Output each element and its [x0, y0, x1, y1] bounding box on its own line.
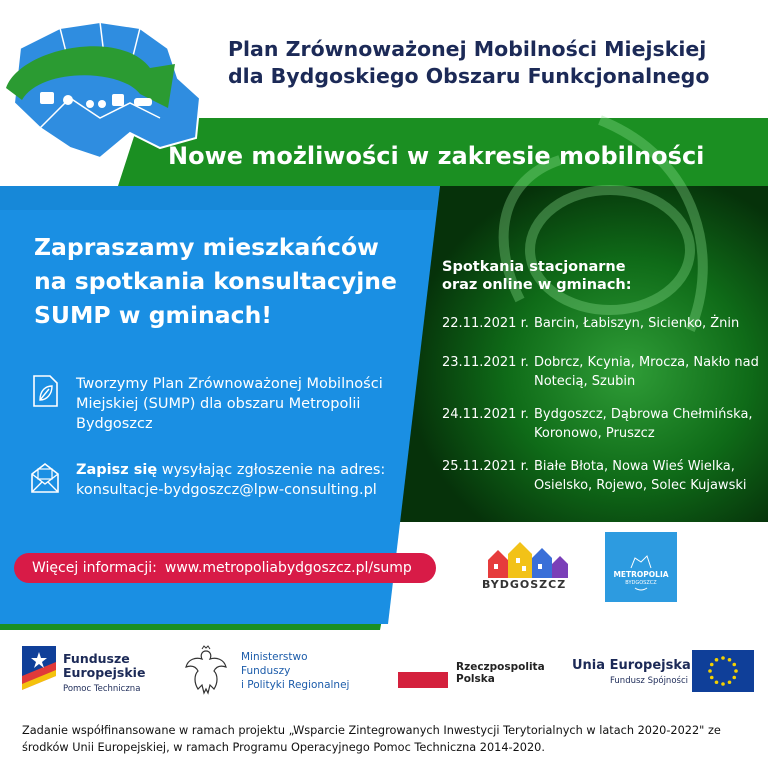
eu-star-icon	[728, 658, 732, 662]
invitation-line-3: SUMP w gminach!	[34, 301, 273, 329]
eu-star-icon	[732, 663, 736, 667]
signup-rest: wysyłając zgłoszenie na adres:	[157, 462, 386, 478]
ministry-line-3: i Polityki Regionalnej	[241, 679, 350, 691]
eu-star-icon	[710, 676, 714, 680]
rp-line-2: Polska	[456, 673, 495, 685]
bydgoszcz-logo-text: BYDGOSZCZ	[482, 578, 567, 591]
eu-star-icon	[710, 663, 714, 667]
fundusz-spojnosci: Fundusz Spójności	[610, 676, 688, 686]
fundusze-europejskie-title: Fundusze Europejskie	[63, 651, 146, 680]
signup-bold: Zapisz się	[76, 462, 158, 478]
document-leaf-icon	[30, 374, 60, 408]
schedule-places: Bydgoszcz, Dąbrowa Chełmińska, Koronowo, Pruszcz	[534, 407, 753, 441]
title-line-2: dla Bydgoskiego Obszaru Funkcjonalnego	[228, 64, 710, 88]
page-title	[228, 36, 758, 90]
fundusze-europejskie-logo-icon	[22, 646, 56, 696]
schedule-places: Dobrcz, Kcynia, Mrocza, Nakło nad Notecią, Szubin	[534, 355, 759, 389]
eu-star-icon	[715, 680, 719, 684]
eu-star-icon	[708, 669, 712, 673]
plan-info	[30, 374, 410, 444]
envelope-icon	[30, 460, 60, 494]
eu-flag-icon	[692, 650, 754, 692]
email-link[interactable]: konsultacje-bydgoszcz@lpw-consulting.pl	[76, 482, 377, 498]
more-info-bar	[14, 553, 436, 583]
more-info-link[interactable]: www.metropoliabydgoszcz.pl/sump	[164, 560, 412, 576]
rp-line-1: Rzeczpospolita	[456, 661, 545, 673]
invitation-line-1: Zapraszamy mieszkańców	[34, 233, 379, 261]
unia-europejska-title: Unia Europejska	[572, 658, 691, 673]
ministry-name	[241, 650, 381, 692]
metropolia-emblem-icon	[605, 532, 677, 602]
eu-star-icon	[721, 682, 725, 686]
plan-info-text: Tworzymy Plan Zrównoważonej Mobilności Miejskiej (SUMP) dla obszaru Metropolii Bydgoszcz	[76, 376, 383, 432]
signup-info	[30, 460, 410, 510]
cofinancing-footnote: Zadanie współfinansowane w ramach projektu „Wsparcie Zintegrowanych Inwestycji Terytorialnych w latach 2020-2022" ze środków Unii Europejskiej, w ramach Programu Operacyjnego Pomoc Techniczna 2014-2020.	[22, 724, 721, 754]
schedule-date: 22.11.2021 r.	[442, 316, 529, 331]
schedule-places: Białe Błota, Nowa Wieś Wielka, Osielsko, Rojewo, Solec Kujawski	[534, 459, 747, 493]
eu-star-icon	[734, 669, 738, 673]
ministry-line-1: Ministerstwo	[241, 651, 308, 663]
polish-flag-icon	[398, 656, 448, 688]
eu-star-icon	[728, 680, 732, 684]
schedule-places: Barcin, Łabiszyn, Sicienko, Żnin	[534, 316, 740, 331]
title-line-1: Plan Zrównoważonej Mobilności Miejskiej	[228, 37, 707, 61]
schedule-title	[442, 258, 762, 294]
ministry-line-2: Funduszy	[241, 665, 291, 677]
invitation-heading	[34, 230, 414, 332]
signup-text	[76, 460, 436, 500]
metropolia-logo-name: METROPOLIA	[613, 570, 669, 579]
more-info-label: Więcej informacji:	[32, 560, 157, 576]
invitation-line-2: na spotkania konsultacyjne	[34, 267, 397, 295]
subtitle: Nowe możliwości w zakresie mobilności	[168, 142, 705, 170]
eu-star-icon	[721, 656, 725, 660]
schedule-date: 24.11.2021 r.	[442, 407, 529, 422]
metropolia-logo-sub: BYDGOSZCZ	[625, 580, 657, 586]
eu-star-icon	[732, 676, 736, 680]
schedule-title-line-1: Spotkania stacjonarne	[442, 259, 626, 275]
eu-star-icon	[715, 658, 719, 662]
fundusze-europejskie-sub: Pomoc Techniczna	[63, 684, 141, 694]
polish-eagle-icon	[182, 645, 230, 699]
schedule-date: 23.11.2021 r.	[442, 355, 529, 370]
metropolia-logo	[605, 532, 677, 602]
schedule-title-line-2: oraz online w gminach:	[442, 277, 632, 293]
rzeczpospolita-polska	[456, 661, 545, 685]
schedule-date: 25.11.2021 r.	[442, 459, 529, 474]
